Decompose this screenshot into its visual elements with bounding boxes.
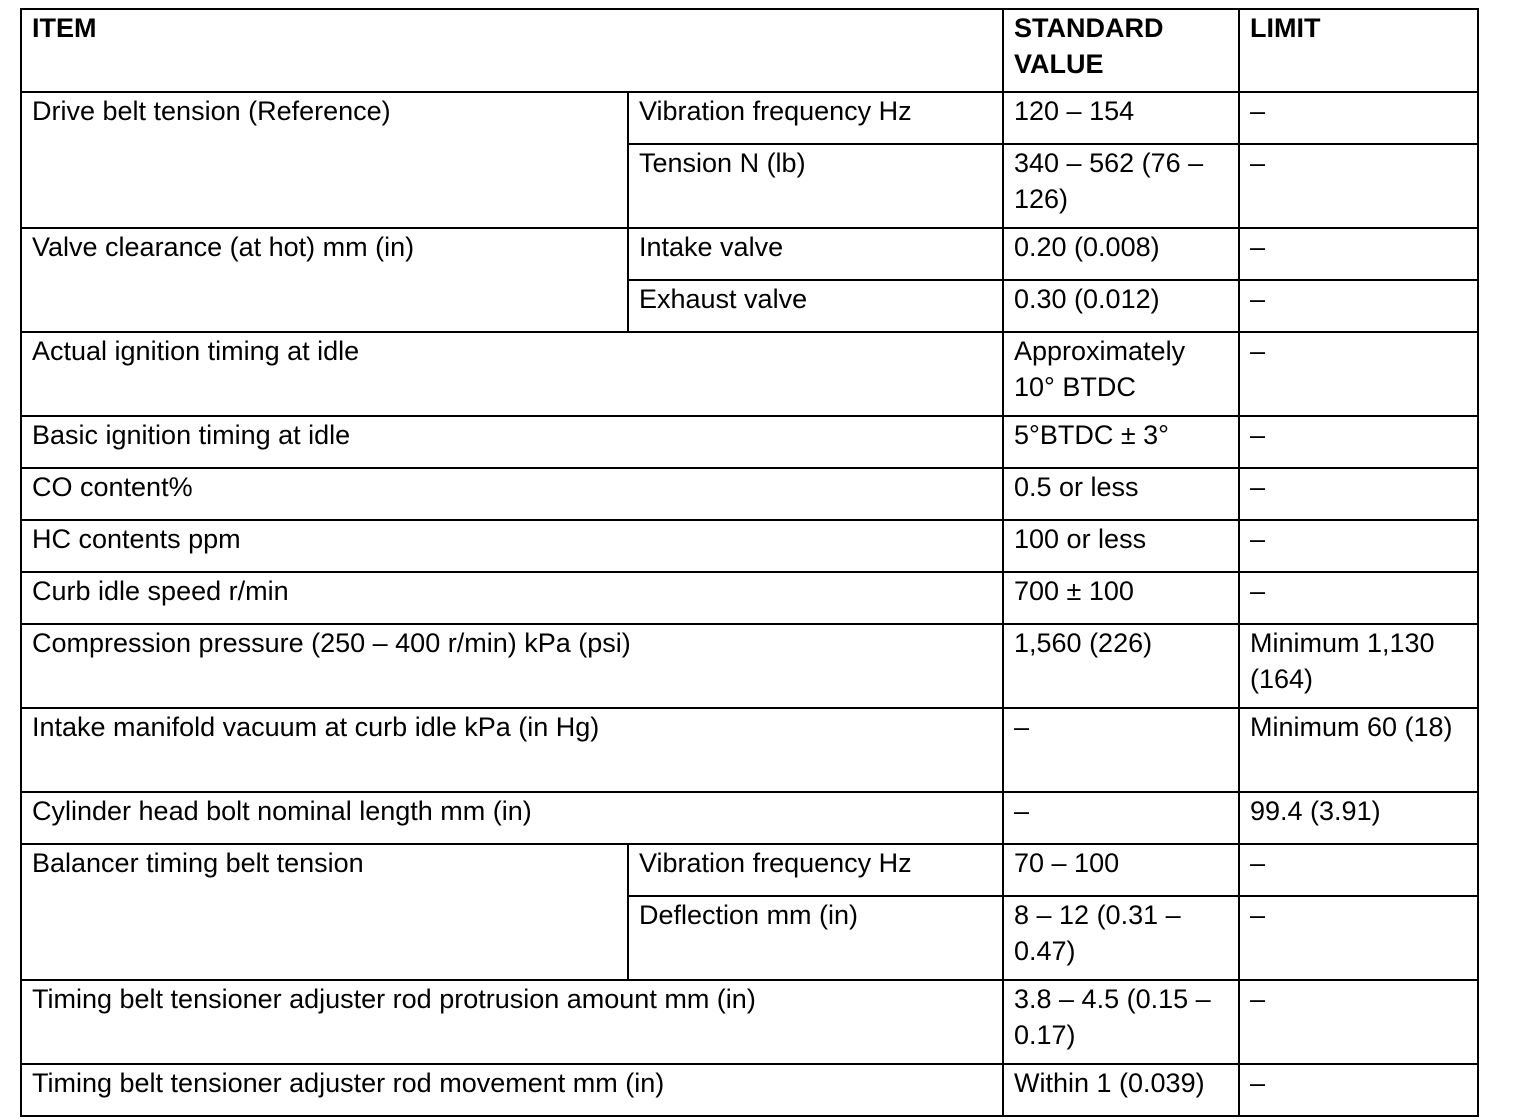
standard-value-cell: 70 – 100 [1003, 844, 1239, 896]
sub-item-cell: Vibration frequency Hz [628, 92, 1003, 144]
limit-cell: Minimum 1,130 (164) [1239, 624, 1478, 708]
limit-cell: – [1239, 280, 1478, 332]
limit-cell: – [1239, 332, 1478, 416]
item-cell: HC contents ppm [21, 520, 1003, 572]
item-cell: Timing belt tensioner adjuster rod movement mm (in) [21, 1064, 1003, 1116]
item-cell: Valve clearance (at hot) mm (in) [21, 228, 628, 332]
table-row [21, 844, 1478, 896]
limit-cell: – [1239, 896, 1478, 980]
sub-item-cell: Deflection mm (in) [628, 896, 1003, 980]
table-row [21, 624, 1478, 708]
standard-value-cell: Within 1 (0.039) [1003, 1064, 1239, 1116]
limit-cell: – [1239, 520, 1478, 572]
limit-cell: – [1239, 228, 1478, 280]
item-cell: Balancer timing belt tension [21, 844, 628, 980]
standard-value-cell: 0.20 (0.008) [1003, 228, 1239, 280]
limit-cell: – [1239, 92, 1478, 144]
item-cell: Compression pressure (250 – 400 r/min) kPa (psi) [21, 624, 1003, 708]
table-row [21, 1064, 1478, 1116]
sub-item-cell: Vibration frequency Hz [628, 844, 1003, 896]
table-row [21, 572, 1478, 624]
standard-value-cell: – [1003, 708, 1239, 792]
item-cell: Cylinder head bolt nominal length mm (in) [21, 792, 1003, 844]
table-row [21, 520, 1478, 572]
limit-cell: – [1239, 1064, 1478, 1116]
table-row [21, 708, 1478, 792]
table-row [21, 468, 1478, 520]
standard-value-cell: 0.5 or less [1003, 468, 1239, 520]
limit-cell: 99.4 (3.91) [1239, 792, 1478, 844]
standard-value-cell: 0.30 (0.012) [1003, 280, 1239, 332]
table-row [21, 92, 1478, 144]
standard-value-cell: 120 – 154 [1003, 92, 1239, 144]
item-cell: Intake manifold vacuum at curb idle kPa (in Hg) [21, 708, 1003, 792]
standard-value-cell: 100 or less [1003, 520, 1239, 572]
limit-cell: – [1239, 572, 1478, 624]
sub-item-cell: Exhaust valve [628, 280, 1003, 332]
limit-cell: – [1239, 844, 1478, 896]
item-cell: Curb idle speed r/min [21, 572, 1003, 624]
table-row [21, 332, 1478, 416]
sub-item-cell: Intake valve [628, 228, 1003, 280]
table-row [21, 416, 1478, 468]
item-cell: CO content% [21, 468, 1003, 520]
header-limit: LIMIT [1239, 9, 1478, 92]
header-standard-value: STANDARD VALUE [1003, 9, 1239, 92]
standard-value-cell: – [1003, 792, 1239, 844]
sub-item-cell: Tension N (lb) [628, 144, 1003, 228]
header-row [21, 9, 1478, 92]
table-row [21, 228, 1478, 280]
table-row [21, 980, 1478, 1064]
item-cell: Drive belt tension (Reference) [21, 92, 628, 228]
table-row [21, 792, 1478, 844]
standard-value-cell: 8 – 12 (0.31 – 0.47) [1003, 896, 1239, 980]
limit-cell: – [1239, 144, 1478, 228]
limit-cell: Minimum 60 (18) [1239, 708, 1478, 792]
standard-value-cell: 340 – 562 (76 – 126) [1003, 144, 1239, 228]
limit-cell: – [1239, 468, 1478, 520]
limit-cell: – [1239, 416, 1478, 468]
item-cell: Timing belt tensioner adjuster rod protrusion amount mm (in) [21, 980, 1003, 1064]
standard-value-cell: Approximately 10° BTDC [1003, 332, 1239, 416]
limit-cell: – [1239, 980, 1478, 1064]
standard-value-cell: 700 ± 100 [1003, 572, 1239, 624]
specification-table [20, 8, 1479, 1117]
standard-value-cell: 1,560 (226) [1003, 624, 1239, 708]
standard-value-cell: 3.8 – 4.5 (0.15 – 0.17) [1003, 980, 1239, 1064]
item-cell: Basic ignition timing at idle [21, 416, 1003, 468]
item-cell: Actual ignition timing at idle [21, 332, 1003, 416]
standard-value-cell: 5°BTDC ± 3° [1003, 416, 1239, 468]
header-item: ITEM [21, 9, 1003, 92]
